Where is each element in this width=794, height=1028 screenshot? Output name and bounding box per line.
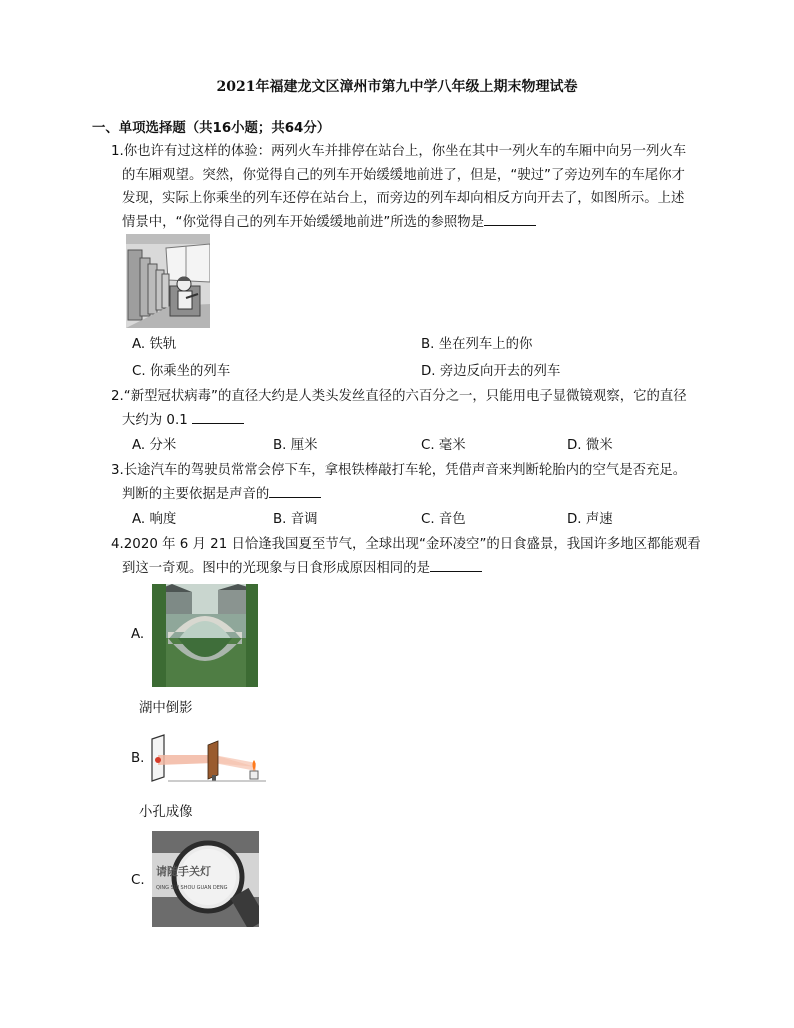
option-c: C. 毫米 [421,438,466,453]
question-3 [111,459,706,506]
question-number: 4. [111,537,124,552]
magnifier-sign-figure [152,831,259,927]
answer-blank [484,213,536,226]
question-1 [111,140,706,234]
option-c-letter: C. [131,873,145,888]
question-text-line: 长途汽车的驾驶员常常会停下车，拿根铁棒敲打车轮，凭借声音来判断轮胎内的空气是否充足。 [123,463,687,478]
option-c: C. 你乘坐的列车 [132,364,231,379]
lake-reflection-figure [152,584,258,687]
question-2 [111,385,706,432]
question-text-line: 的车厢观望。突然，你觉得自己的列车开始缓缓地前进了，但是，“驶过”了旁边列车的车尾你才 [122,167,685,183]
question-text-line: 判断的主要依据是声音的 [122,486,270,502]
option-d: D. 声速 [567,512,613,527]
question-number: 1. [111,144,124,159]
question-text-line: “新型冠状病毒”的直径大约是人类头发丝直径的六百分之一，只能用电子显微镜观察，它的直径 [123,389,687,404]
question-number: 3. [111,463,124,478]
option-b: B. 坐在列车上的你 [421,337,533,352]
option-a: A. 分米 [132,438,177,453]
option-b-caption: 小孔成像 [139,805,193,820]
option-a-caption: 湖中倒影 [139,701,193,716]
option-a: A. 响度 [132,512,177,527]
question-number: 2. [111,389,124,404]
option-c: C. 音色 [421,512,466,527]
option-a: A. 铁轨 [132,337,177,352]
question-text-line: 大约为 0.1 [122,412,188,428]
question-4 [111,533,706,580]
question-text-line: 到这一奇观。图中的光现象与日食形成原因相同的是 [122,560,430,576]
train-interior-figure [126,234,210,328]
option-b-letter: B. [131,751,145,766]
question-text-line: 2020 年 6 月 21 日恰逢我国夏至节气，全球出现“金环凌空”的日食盛景，我国许多地区都能观看 [123,537,701,552]
answer-blank [192,411,244,424]
sign-text: 请随手关灯 [156,865,211,878]
option-d: D. 旁边反向开去的列车 [421,364,561,379]
option-a-letter: A. [131,627,145,642]
option-d: D. 微米 [567,438,613,453]
option-b: B. 音调 [273,512,318,527]
option-b: B. 厘米 [273,438,318,453]
sign-pinyin: QING SUI SHOU GUAN DENG [156,885,228,891]
question-text-line: 情景中，“你觉得自己的列车开始缓缓地前进”所选的参照物是 [122,214,485,230]
question-text-line: 你也许有过这样的体验：两列火车并排停在站台上，你坐在其中一列火车的车厢中向另一列火车 [123,144,687,159]
answer-blank [430,559,482,572]
page-title: 2021年福建龙文区漳州市第九中学八年级上期末物理试卷 [216,79,578,95]
answer-blank [269,485,321,498]
pinhole-imaging-figure [148,733,270,783]
question-text-line: 发现，实际上你乘坐的列车还停在站台上，而旁边的列车却向相反方向开去了，如图所示。上述 [122,191,685,206]
section-heading: 一、单项选择题（共16小题；共64分） [92,121,331,136]
